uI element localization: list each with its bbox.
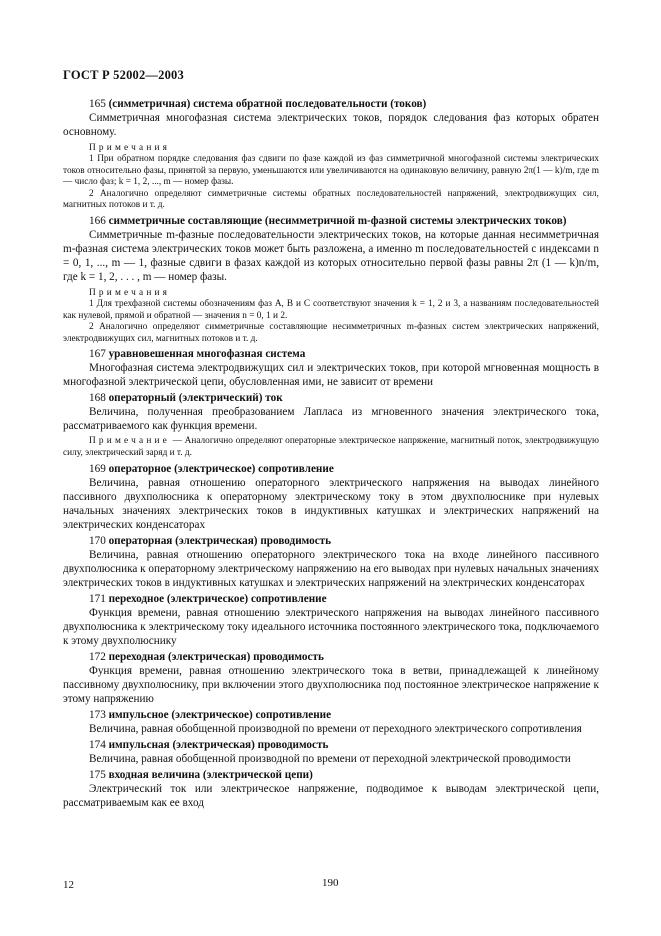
term-entry [63,391,599,459]
term-entry [63,534,599,590]
term-heading [63,462,599,476]
term-heading [63,650,599,664]
term-title: входная величина (электрической цепи) [108,768,313,781]
inline-note [63,436,599,459]
term-heading [63,391,599,405]
term-definition: Величина, полученная преобразованием Лапласа из мгновенного значения электрического тока, рассматриваемого как функция времени. [63,406,599,433]
note-text: 1 При обратном порядке следования фаз сдвиги по фазе каждой из фаз симметричной многофазной системы электрических токов относительно фазы, принятой за первую, уменьшаются или увеличиваются на одинаковую величину, равную 2π(1 — k)/m, где m — число фаз; k = 1, 2, ..., m — номер фазы. [63,154,599,188]
term-entry [63,650,599,706]
term-number: 174 [89,738,106,751]
document-body [63,97,599,812]
term-definition: Функция времени, равная отношению электрического тока в ветви, принадлежащей к линейному пассивному двухполюснику, при включении этого двухполюсника под постоянное электрическое напряжение к этому напряжению [63,664,599,705]
term-heading [63,768,599,782]
term-number: 166 [89,214,106,227]
note-text: 1 Для трехфазной системы обозначениям фаз А, В и С соответствуют значения k = 1, 2 и 3, а названиям последовательностей как нулевой, прямой и обратной — значения n = 0, 1 и 2. [63,298,599,321]
term-definition: Электрический ток или электрическое напряжение, подводимое к выводам электрической цепи, рассматриваемым как ее вход [63,782,599,809]
term-entry [63,97,599,212]
term-heading [63,738,599,752]
term-title: операторное (электрическое) сопротивление [108,462,334,475]
term-heading [63,347,599,361]
term-number: 169 [89,462,106,475]
term-entry [63,768,599,810]
term-number: 171 [89,592,106,605]
term-title: переходная (электрическая) проводимость [108,650,324,663]
term-definition: Симметричные m-фазные последовательности электрических токов, на которые данная несимметричная m-фазная система электрических токов может быть разложена, а именно m последовательностей с индексами n = 0, 1, ..., m — 1, фазные сдвиги в фазах каждой из которых относительно первой фазы равны 2π (1 — k)n/m, где k = 1, 2, . . . , m — номер фазы. [63,228,599,283]
term-number: 172 [89,650,106,663]
term-title: импульсное (электрическое) сопротивление [108,708,332,721]
note-text: 2 Аналогично определяют симметричные составляющие несимметричных m-фазных систем электрических напряжений, электродвижущих сил, магнитных потоков и т. д. [63,322,599,344]
term-title: (симметричная) система обратной последовательности (токов) [108,98,427,110]
term-definition: Симметричная многофазная система электрических токов, порядок следования фаз которых обратен основному. [63,112,599,138]
term-title: уравновешенная многофазная система [108,348,306,361]
term-entry [63,592,599,648]
term-heading [63,214,599,228]
term-title: переходное (электрическое) сопротивление [108,592,327,605]
term-number: 175 [89,768,106,781]
term-definition: Функция времени, равная отношению электрического напряжения на выводах линейного пассивного двухполюсника к электрическому току идеального источника постоянного электрического тока, подключаемого к этому двухполюснику [63,606,599,647]
term-title: импульсная (электрическая) проводимость [108,738,329,751]
note-label: Примечание [89,436,170,447]
term-heading [63,534,599,548]
notes-heading: Примечания [89,143,171,153]
term-definition: Величина, равная обобщенной производной по времени от переходной электрической проводимости [89,752,571,765]
term-definition: Величина, равная обобщенной производной по времени от переходного электрического сопротивления [89,722,582,735]
term-title: операторный (электрический) ток [108,392,283,405]
term-definition: Многофазная система электродвижущих сил и электрических токов, при которой мгновенная мощность в многофазной электрической цепи, обусловленная ими, не зависит от времени [63,362,599,389]
term-definition: Величина, равная отношению операторного электрического напряжения на выводах линейного пассивного двухполюсника к операторному электрическому току в этом двухполюснике при нулевых начальных значениях электрических токов в индуктивных катушках и электрических напряжений на электрических конденсаторах [63,476,599,531]
term-title: симметричные составляющие (несимметричной m-фазной системы электрических токов) [108,214,567,227]
note-text: — Аналогично определяют операторные электрическое напряжение, магнитный поток, электродвижущую силу, электрический заряд и т. д. [63,436,599,458]
term-number: 173 [89,708,106,721]
term-entry [63,738,599,766]
term-number: 168 [89,392,106,405]
term-entry [63,347,599,389]
term-title: операторная (электрическая) проводимость [108,534,332,547]
term-heading [63,708,599,722]
term-definition: Величина, равная отношению операторного электрического тока на входе линейного пассивного двухполюсника к операторному электрическому напряжению на его выводах при нулевых начальных значениях электрических токов в индуктивных катушках и электрических напряжений на электрических конденсаторах [63,548,599,589]
term-number: 167 [89,348,106,361]
term-number: 165 [89,98,106,110]
term-number: 170 [89,534,106,547]
page-number: 12 [63,879,74,891]
notes-heading: Примечания [89,287,171,298]
term-entry [63,214,599,345]
term-entry [63,708,599,736]
document-header: ГОСТ Р 52002—2003 [63,68,184,82]
sheet-number: 190 [322,877,339,889]
note-text: 2 Аналогично определяют симметричные системы обратных последовательностей напряжений, электродвижущих сил, магнитных потоков и т. д. [63,188,599,211]
term-heading [63,592,599,606]
term-entry [63,462,599,532]
term-heading [63,97,599,111]
